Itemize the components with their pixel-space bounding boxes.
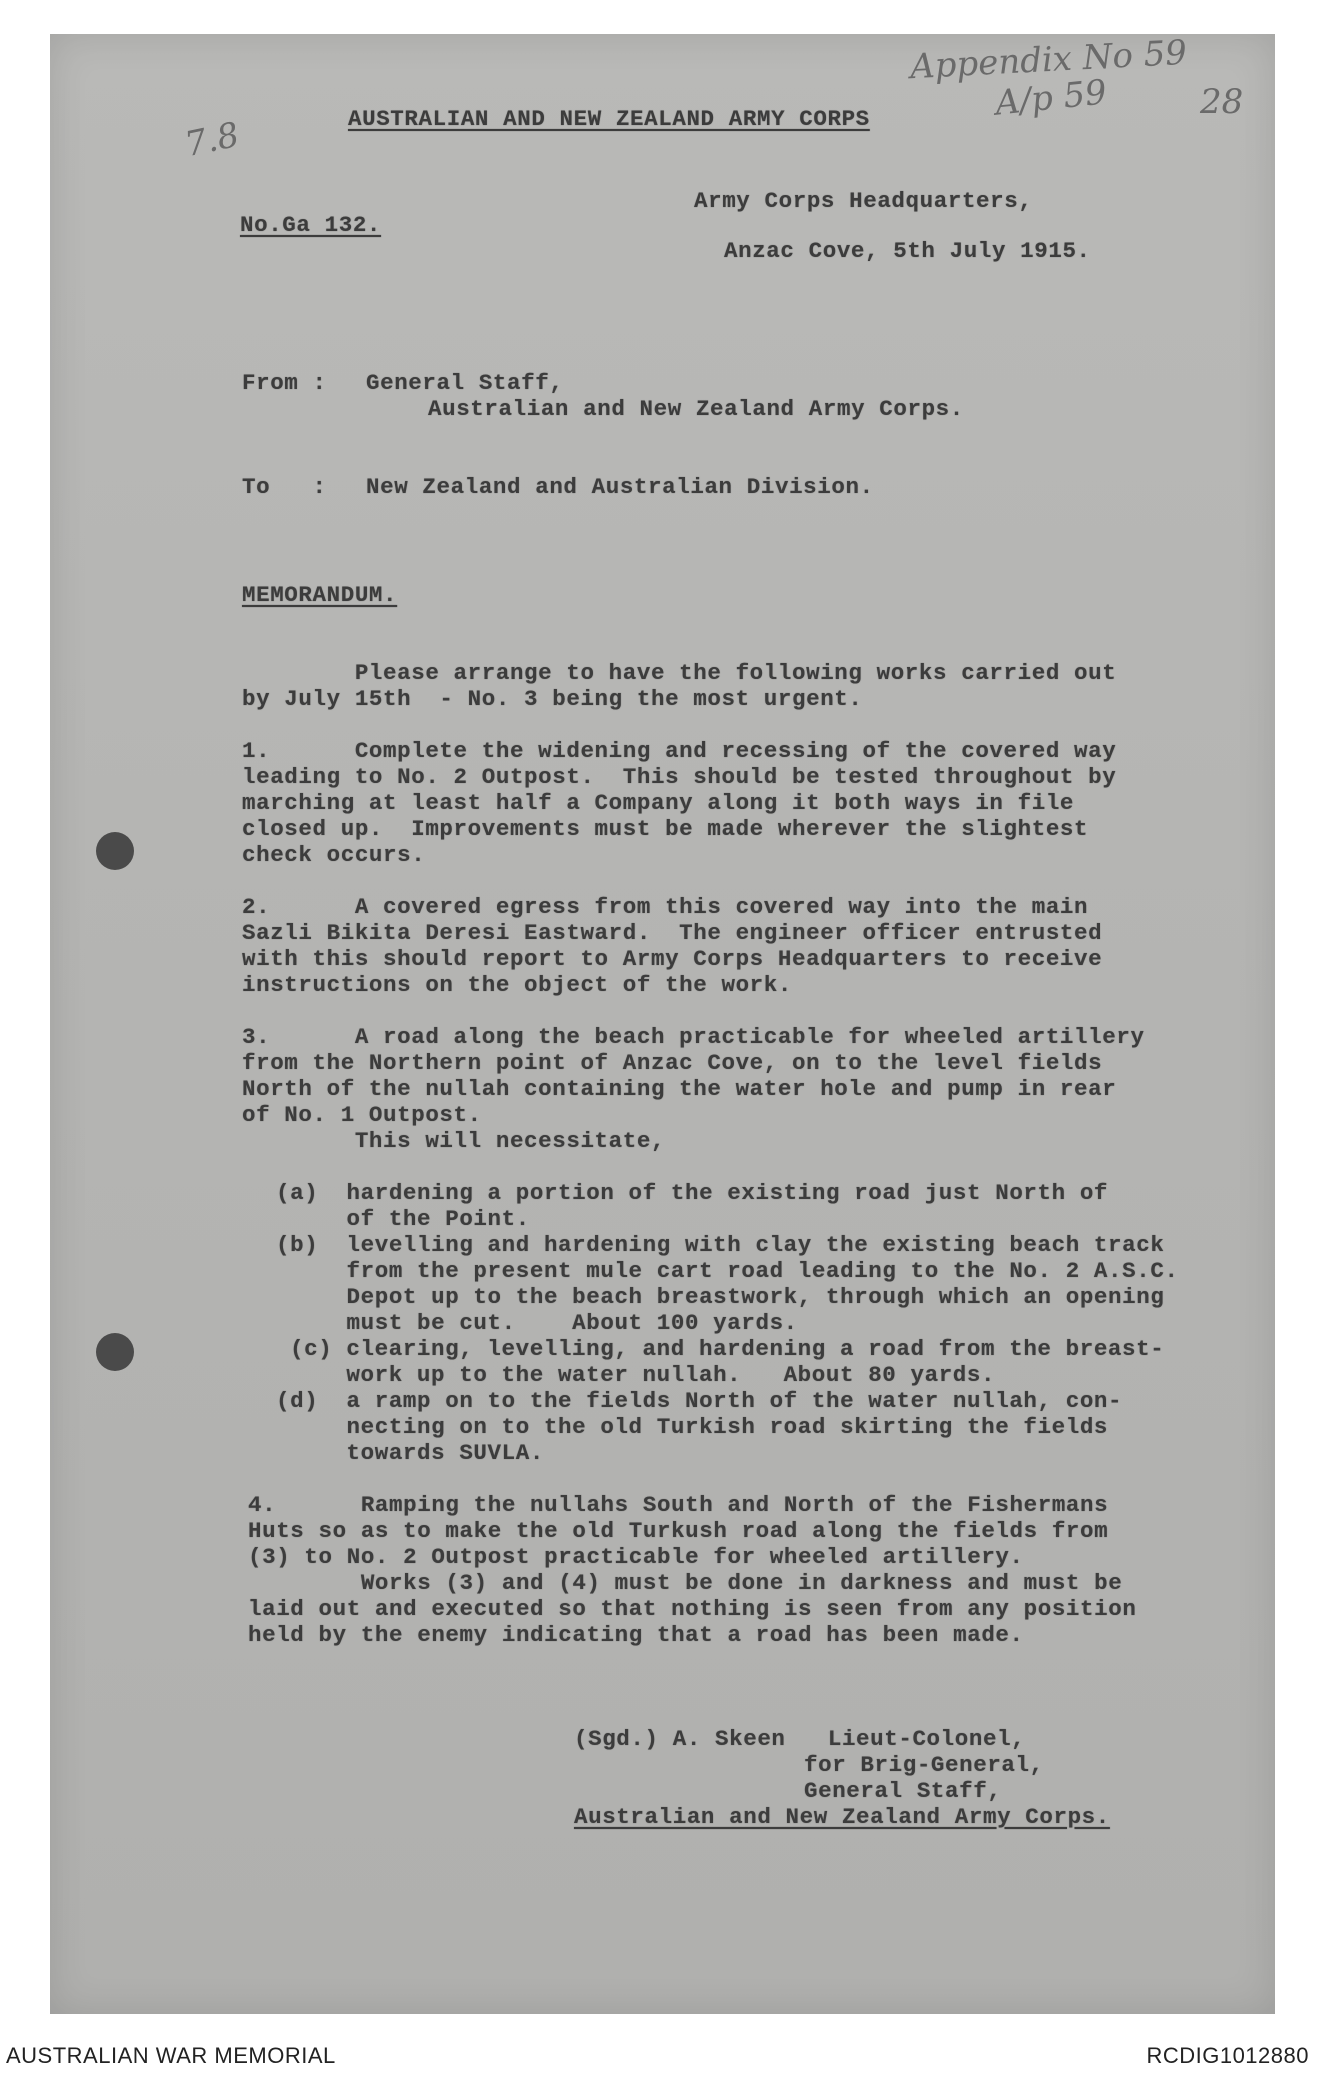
intro-line: by July 15th - No. 3 being the most urgent. xyxy=(242,686,863,712)
sub-item-c-line: work up to the water nullah. About 80 yards. xyxy=(290,1362,996,1388)
sub-item-a-line: of the Point. xyxy=(276,1206,530,1232)
page-number: 28 xyxy=(1200,82,1244,122)
from-label: From : xyxy=(242,370,327,396)
item-2-line: Sazli Bikita Deresi Eastward. The engineer officer entrusted xyxy=(242,920,1103,946)
signature-line: for Brig-General, xyxy=(804,1752,1044,1778)
signature-line: (Sgd.) A. Skeen Lieut-Colonel, xyxy=(574,1726,1026,1752)
memorandum-title: MEMORANDUM. xyxy=(242,582,398,608)
sub-item-d-line: necting on to the old Turkish road skirting the fields xyxy=(276,1414,1109,1440)
item-3-line: North of the nullah containing the water hole and pump in rear xyxy=(242,1076,1117,1102)
item-2-line: with this should report to Army Corps Headquarters to receive xyxy=(242,946,1103,972)
sub-item-b-line: (b) levelling and hardening with clay the existing beach track xyxy=(276,1232,1165,1258)
item-1-line: marching at least half a Company along it both ways in file xyxy=(242,790,1075,816)
location-date-line: Anzac Cove, 5th July 1915. xyxy=(724,238,1091,264)
signature-line: General Staff, xyxy=(804,1778,1002,1804)
item-3-line: from the Northern point of Anzac Cove, on to the level fields xyxy=(242,1050,1103,1076)
item-2-line: instructions on the object of the work. xyxy=(242,972,792,998)
item-4-line: Huts so as to make the old Turkush road along the fields from xyxy=(248,1518,1109,1544)
to-label: To : xyxy=(242,474,327,500)
sub-item-b-line: from the present mule cart road leading to the No. 2 A.S.C. xyxy=(276,1258,1179,1284)
item-1-line: closed up. Improvements must be made wherever the slightest xyxy=(242,816,1089,842)
intro-line: Please arrange to have the following works carried out xyxy=(242,660,1117,686)
item-3-line: 3. A road along the beach practicable for wheeled artillery xyxy=(242,1024,1145,1050)
item-2-line: 2. A covered egress from this covered way into the main xyxy=(242,894,1089,920)
footer-record-id: RCDIG1012880 xyxy=(1146,2043,1309,2068)
item-3-line: This will necessitate, xyxy=(242,1128,666,1154)
from-line-2: Australian and New Zealand Army Corps. xyxy=(428,396,964,422)
item-1-line: 1. Complete the widening and recessing of the covered way xyxy=(242,738,1117,764)
location-line-1: Army Corps Headquarters, xyxy=(694,188,1033,214)
sub-item-a-line: (a) hardening a portion of the existing road just North of xyxy=(276,1180,1109,1206)
app-short-annotation: A/p 59 xyxy=(993,72,1109,124)
item-4-line: Works (3) and (4) must be done in darkness and must be xyxy=(248,1570,1123,1596)
from-line-1: General Staff, xyxy=(366,370,564,396)
footer-archive-name: AUSTRALIAN WAR MEMORIAL xyxy=(6,2043,336,2068)
sub-item-d-line: (d) a ramp on to the fields North of the water nullah, con- xyxy=(276,1388,1123,1414)
sub-item-c-line: (c) clearing, levelling, and hardening a road from the breast- xyxy=(290,1336,1165,1362)
item-4-line: held by the enemy indicating that a road has been made. xyxy=(248,1622,1024,1648)
item-4-line: (3) to No. 2 Outpost practicable for wheeled artillery. xyxy=(248,1544,1024,1570)
item-1-line: leading to No. 2 Outpost. This should be tested throughout by xyxy=(242,764,1117,790)
sub-item-d-line: towards SUVLA. xyxy=(276,1440,544,1466)
item-1-line: check occurs. xyxy=(242,842,426,868)
item-3-line: of No. 1 Outpost. xyxy=(242,1102,482,1128)
to-line-1: New Zealand and Australian Division. xyxy=(366,474,874,500)
left-margin-mark: 7.8 xyxy=(181,114,243,166)
sub-item-b-line: must be cut. About 100 yards. xyxy=(276,1310,798,1336)
item-4-line: laid out and executed so that nothing is seen from any position xyxy=(248,1596,1137,1622)
item-4-line: 4. Ramping the nullahs South and North of the Fishermans xyxy=(248,1492,1109,1518)
reference-number: No.Ga 132. xyxy=(240,212,382,238)
sub-item-b-line: Depot up to the beach breastwork, through which an opening xyxy=(276,1284,1165,1310)
appendix-annotation: Appendix No 59 xyxy=(909,32,1188,88)
corps-title: AUSTRALIAN AND NEW ZEALAND ARMY CORPS xyxy=(348,106,870,132)
punch-hole-top xyxy=(96,832,134,870)
signature-corps: Australian and New Zealand Army Corps. xyxy=(574,1804,1110,1830)
punch-hole-bottom xyxy=(96,1333,134,1371)
